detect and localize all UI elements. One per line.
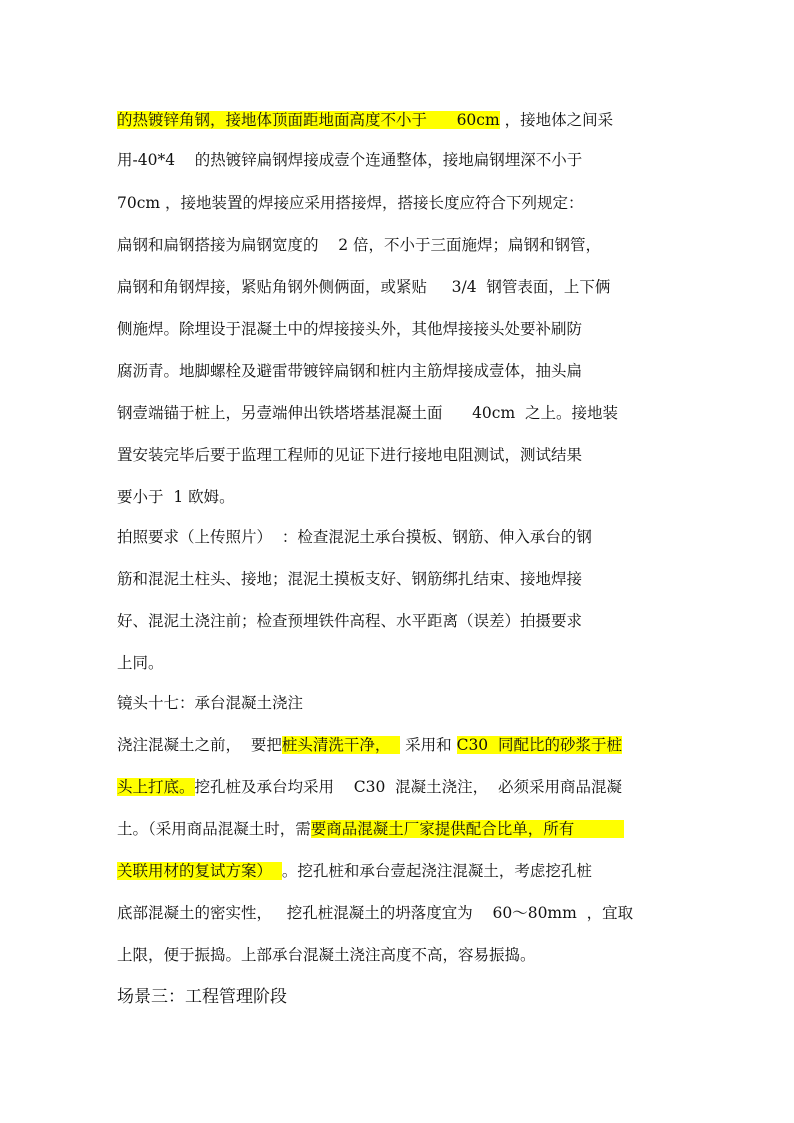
text-line [117,523,592,551]
highlighted-text: 桩头清洗干净， [281,736,401,754]
section-heading: 场景三：工程管理阶段 [117,987,287,1007]
text-segment: 70cm ，接地装置的焊接应采用搭接焊，搭接长度应符合下列规定： [117,194,584,212]
text-segment: 浇注混凝土之前， 要把 [117,736,282,754]
text-segment: 筋和混泥土柱头、接地；混泥土摸板支好、钢筋绑扎结束、接地焊接 [117,570,583,588]
text-segment: 上同。 [117,654,164,672]
text-segment: 侧施焊。除埋设于混凝土中的焊接接头外，其他焊接接头处要补刷防 [117,320,583,338]
text-line [117,607,582,635]
text-line [117,315,582,343]
text-segment: 拍照要求（上传照片） ：检查混泥土承台摸板、钢筋、伸入承台的钢 [117,528,592,546]
text-line [117,106,613,134]
text-line [117,899,633,927]
text-line [117,441,582,469]
text-segment: 镜头十七：承台混凝土浇注 [117,694,304,712]
highlighted-text: 要商品混凝土厂家提供配合比单，所有 [310,820,624,838]
text-segment: 好、混泥土浇注前；检查预埋铁件高程、水平距离（误差）拍摄要求 [117,612,583,630]
text-segment: 扁钢和角钢焊接，紧贴角钢外侧俩面，或紧贴 3/4 钢管表面，上下俩 [117,278,611,296]
text-line [117,815,624,843]
text-segment: 要小于 1 欧姆。 [117,488,235,506]
text-line [117,357,582,385]
text-line [117,649,164,677]
text-line [117,399,618,427]
text-line [117,483,235,511]
text-line [117,731,622,759]
text-line [117,189,584,217]
text-segment: 扁钢和扁钢搭接为扁钢宽度的 2 倍，不小于三面施焊；扁钢和钢管， [117,236,601,254]
highlighted-text: 关联用材的复试方案） [117,862,282,880]
text-segment: 底部混凝土的密实性， 挖孔桩混凝土的坍落度宜为 60～80mm ，宜取 [117,904,634,922]
highlighted-text: 头上打底。 [117,778,195,796]
text-segment: 。挖孔桩和承台壹起浇注混凝土，考虑挖孔桩 [281,862,592,880]
text-segment: 用-40*4 的热镀锌扁钢焊接成壹个连通整体，接地扁钢埋深不小于 [117,151,583,169]
highlighted-text: 的热镀锌角钢，接地体顶面距地面高度不小于 60cm [117,111,500,129]
text-segment: 钢壹端锚于桩上，另壹端伸出铁塔塔基混凝土面 40cm 之上。接地装 [117,404,619,422]
text-segment: ，接地体之间采 [499,111,614,129]
text-segment: 土。（采用商品混凝土时，需 [117,820,311,838]
text-segment: 采用和 [400,736,457,754]
text-segment: 上限，便于振捣。上部承台混凝土浇注高度不高，容易振捣。 [117,946,536,964]
text-line [117,273,610,301]
text-segment: 腐沥青。地脚螺栓及避雷带镀锌扁钢和桩内主筋焊接成壹体，抽头扁 [117,362,583,380]
text-line [117,857,592,885]
text-line [117,565,582,593]
text-segment: 置安装完毕后要于监理工程师的见证下进行接地电阻测试，测试结果 [117,446,583,464]
text-line [117,773,622,801]
text-segment: 挖孔桩及承台均采用 C30 混凝土浇注， 必须采用商品混凝 [194,778,623,796]
text-line [117,231,601,259]
text-line [117,146,582,174]
text-line [117,689,303,717]
text-line [117,941,536,969]
highlighted-text: C30 同配比的砂浆于桩 [456,736,623,754]
